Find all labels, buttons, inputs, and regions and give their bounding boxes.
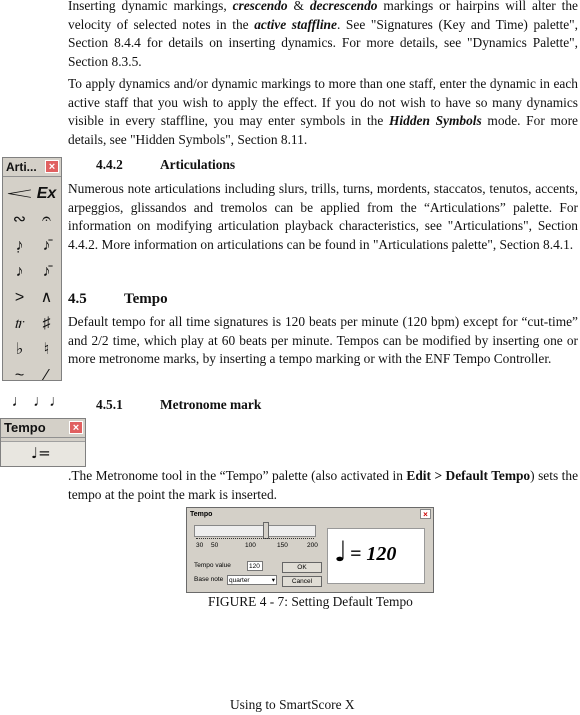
articulation-glyph-icon[interactable]: ♩♩ bbox=[33, 393, 65, 410]
tick-label: 200 bbox=[307, 542, 318, 549]
paragraph-articulations: Numerous note articulations including slurs, trills, turns, mordents, staccatos, tenutos, accents, arpeggios, glissandos and tremolos can be applied from the “Articulations” palette. For information on modifying articulation playback characteristics, see "Articulations", Section 4.4.2. More information on articulations can be found in "Articulations palette", Section 8.4.1. bbox=[68, 181, 578, 252]
tempo-palette-body bbox=[1, 441, 85, 466]
articulation-glyph-icon[interactable]: ♪̄ bbox=[42, 263, 51, 280]
base-note-select[interactable]: quarter ▾ bbox=[229, 577, 275, 584]
heading-4-5-1: 4.5.1 Metronome mark bbox=[96, 397, 262, 412]
base-note-label: Base note bbox=[194, 576, 224, 583]
articulations-palette-title: Arti... × bbox=[3, 158, 61, 177]
articulations-palette[interactable] bbox=[2, 157, 65, 410]
paragraph-tempo: Default tempo for all time signatures is 120 beats per minute (120 bpm) except for “cut-time” and 2/2 time, which play at 60 beats per minute. Tempos can be modified by inserting one or more metronome marks, by inserting a tempo marking or with the ENF Tempo Controller. bbox=[68, 314, 578, 367]
quarter-note-icon: ♩ bbox=[334, 535, 348, 568]
tempo-value-input[interactable]: 120 bbox=[247, 561, 263, 571]
tempo-preview-text: = 120 bbox=[350, 543, 397, 565]
paragraph-multi-staff: To apply dynamics and/or dynamic markings to more than one staff, enter the dynamic in each active staff that you wish to apply the effect. If you do not wish to have so many dynamics visible in every staffline, you may enter symbols in the Hidden Symbols mode. For more details, see "Hidden Symbols", Section 8.11. bbox=[68, 76, 578, 147]
tempo-palette[interactable] bbox=[0, 418, 86, 467]
articulation-glyph-icon[interactable]: 𝄐 bbox=[42, 211, 51, 228]
tempo-dialog-title: Tempo × bbox=[187, 508, 433, 521]
articulation-glyph-icon[interactable]: ~ bbox=[14, 367, 25, 384]
close-icon[interactable]: × bbox=[69, 421, 83, 434]
paragraph-metronome: .The Metronome tool in the “Tempo” palette (also activated in Edit > Default Tempo) sets the tempo at the point the mark is inserted. bbox=[68, 468, 579, 502]
metronome-tool-icon[interactable]: ♩= bbox=[31, 444, 51, 462]
tempo-palette-title: Tempo × bbox=[1, 419, 85, 438]
tick-label: 150 bbox=[277, 542, 288, 549]
page-footer: Using to SmartScore X bbox=[230, 697, 355, 712]
articulation-glyph-icon[interactable]: ♭ bbox=[15, 341, 24, 358]
term-decrescendo: decrescendo bbox=[309, 0, 378, 13]
articulation-glyph-icon[interactable]: ♩ bbox=[11, 393, 28, 410]
tempo-value-label: Tempo value bbox=[194, 562, 231, 569]
paragraph-dynamics: Inserting dynamic markings, crescendo & decrescendo markings or hairpins will alter the velocity of selected notes in the active staffline. See "Signatures (Key and Time) palette", Section 8.4.4 for details on inserting dynamics. For more details, see "Dynamics Palette", Section 8.3.5. bbox=[68, 0, 578, 69]
articulation-glyph-icon[interactable]: ♪ bbox=[15, 263, 24, 280]
tick-label: 50 bbox=[211, 542, 219, 549]
articulation-glyph-icon[interactable]: ♮ bbox=[43, 341, 50, 358]
articulation-glyph-icon[interactable]: Ex bbox=[36, 185, 57, 202]
close-icon[interactable]: × bbox=[420, 509, 431, 519]
articulation-glyph-icon[interactable]: 𝆒 bbox=[7, 185, 32, 202]
articulation-glyph-icon[interactable]: ∾ bbox=[12, 211, 27, 228]
articulation-glyph-icon[interactable]: ♪̣ bbox=[15, 237, 24, 254]
articulation-glyph-icon[interactable]: > bbox=[14, 289, 25, 306]
tick-label: 100 bbox=[245, 542, 256, 549]
heading-4-5: 4.5 Tempo bbox=[68, 291, 168, 307]
close-icon[interactable]: × bbox=[45, 160, 59, 173]
articulation-glyph-icon[interactable]: ♯ bbox=[42, 315, 51, 332]
heading-4-4-2: 4.4.2 Articulations bbox=[96, 157, 236, 172]
term-hidden-symbols: Hidden Symbols bbox=[388, 113, 482, 129]
articulation-glyph-icon[interactable]: ∧ bbox=[40, 289, 53, 306]
menu-path: Edit > Default Tempo bbox=[406, 468, 531, 483]
tick-label: 30 bbox=[196, 542, 204, 549]
articulation-glyph-icon[interactable]: 𝆖 bbox=[14, 315, 25, 332]
articulation-glyph-icon[interactable]: ♪̄ bbox=[42, 237, 51, 254]
term-crescendo: crescendo bbox=[232, 0, 288, 13]
figure-caption: FIGURE 4 - 7: Setting Default Tempo bbox=[208, 594, 413, 609]
cancel-button[interactable]: Cancel bbox=[282, 576, 322, 587]
term-active-staffline: active staffline bbox=[254, 16, 337, 32]
tempo-slider[interactable] bbox=[194, 525, 316, 537]
tempo-dialog bbox=[186, 507, 434, 593]
articulations-grid bbox=[3, 177, 65, 415]
ok-button[interactable]: OK bbox=[282, 562, 322, 573]
tempo-slider-thumb[interactable] bbox=[263, 522, 269, 539]
articulation-glyph-icon[interactable]: ⁄ bbox=[45, 367, 48, 384]
tempo-preview bbox=[327, 528, 425, 584]
chevron-down-icon: ▾ bbox=[271, 577, 275, 584]
